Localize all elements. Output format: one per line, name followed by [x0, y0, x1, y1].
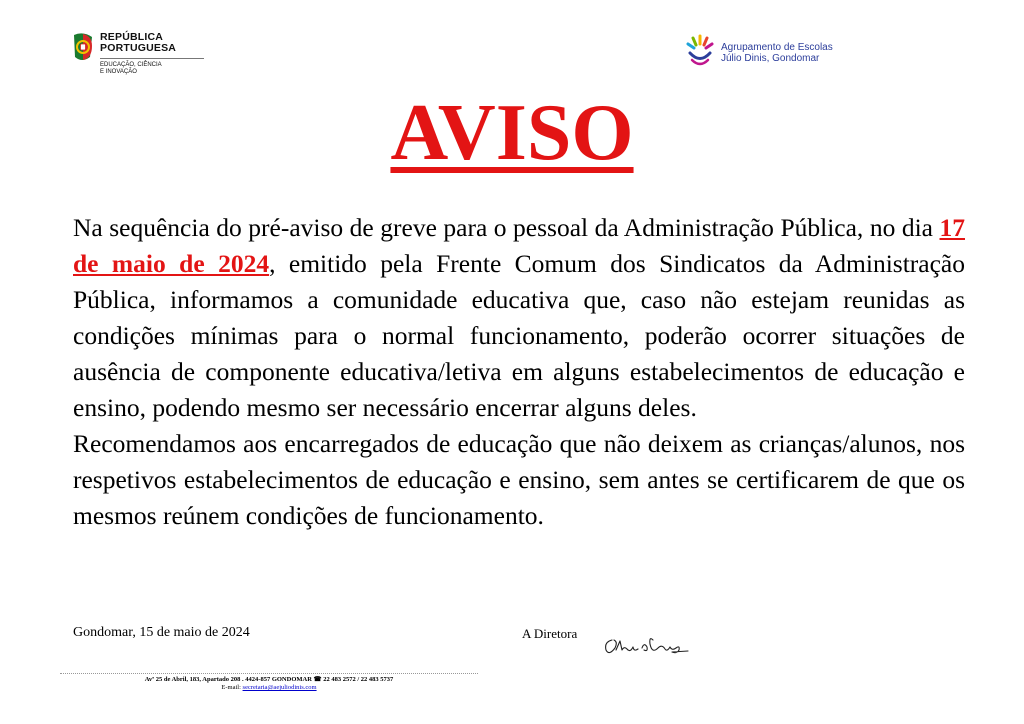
school-logo	[683, 32, 883, 72]
portugal-coat-of-arms-icon	[70, 32, 96, 62]
school-name-line2: Júlio Dinis, Gondomar	[721, 53, 820, 64]
gov-dept-line2: E INOVAÇÃO	[100, 69, 137, 75]
gov-dept-line1: EDUCAÇÃO, CIÊNCIA	[100, 62, 162, 68]
gov-name-line1: REPÚBLICA	[100, 31, 164, 43]
director-signature-icon	[600, 628, 690, 662]
place-and-date: Gondomar, 15 de maio de 2024	[73, 625, 250, 640]
gov-name-line2: PORTUGUESA	[100, 42, 177, 54]
gov-department	[100, 62, 162, 76]
school-emblem-icon	[683, 32, 717, 68]
director-label: A Diretora	[522, 626, 578, 641]
strike-date: 17 de maio de 2024	[73, 213, 965, 278]
school-name	[721, 42, 833, 64]
notice-body	[73, 210, 965, 534]
gov-name	[100, 32, 176, 54]
gov-divider	[100, 58, 204, 59]
notice-title	[0, 88, 1024, 178]
p1-rest: , emitido pela Frente Comum dos Sindicatos da Administração Pública, informamos a comunidade educativa que, caso não estejam reunidas as condições mínimas para o normal funcionamento, poderão ocorrer situações de ausência de componente educativa/letiva em alguns estabelecimentos de educação e ensino, podendo mesmo ser necessário encerrar alguns deles.	[73, 249, 965, 422]
email-label: E-mail:	[221, 684, 243, 691]
school-name-line1: Agrupamento de Escolas	[721, 42, 833, 53]
p1-intro: Na sequência do pré-aviso de greve para o pessoal da Administração Pública, no dia	[73, 213, 940, 242]
republica-portuguesa-logo	[70, 30, 200, 84]
notice-title-text: AVISO	[390, 89, 634, 177]
footer-address: Avª 25 de Abril, 183, Apartado 208 . 4424-857 GONDOMAR ☎ 22 483 2572 / 22 483 5737	[144, 676, 394, 683]
footer-divider	[60, 673, 478, 674]
email-link[interactable]: secretaria@aejuliodinis.com	[242, 684, 317, 691]
footer-email-line	[60, 684, 478, 692]
notice-paragraph-2: Recomendamos aos encarregados de educação que não deixem as crianças/alunos, nos respetivos estabelecimentos de educação e ensino, sem antes se certificarem de que os mesmos reúnem condições de funcionamento.	[73, 429, 965, 530]
notice-paragraph-1	[73, 210, 965, 426]
